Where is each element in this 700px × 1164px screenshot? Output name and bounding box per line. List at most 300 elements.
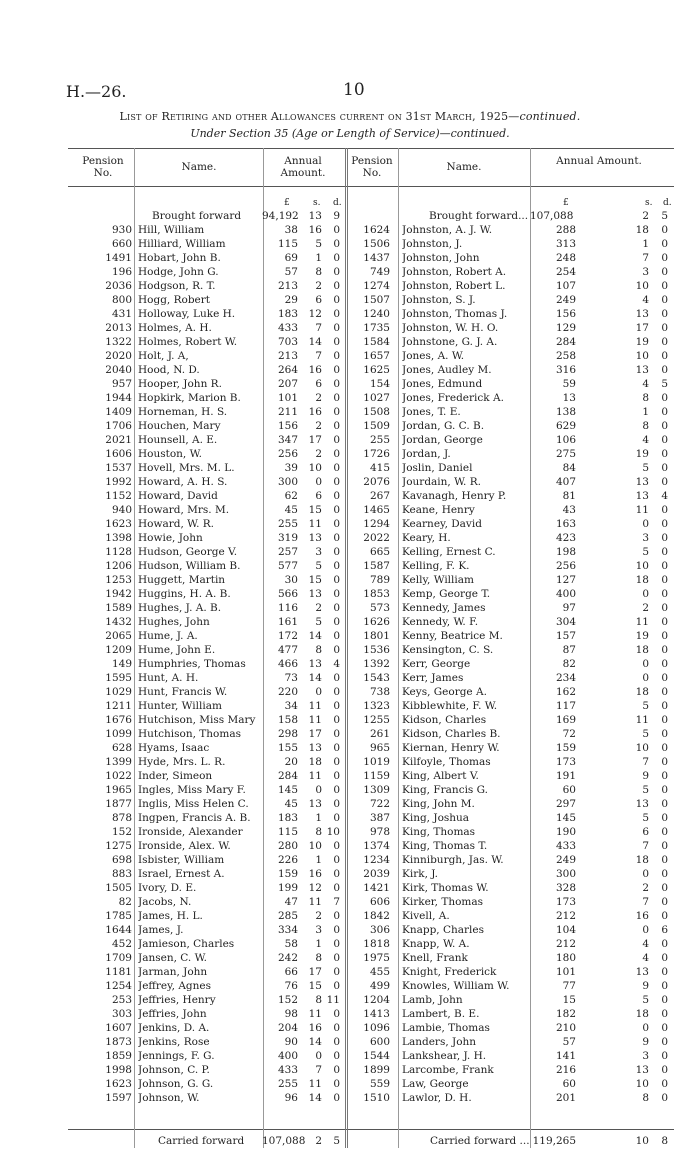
amount-pence: 0 [661, 546, 668, 558]
amount-pence: 0 [333, 434, 340, 446]
table-row [0, 433, 700, 447]
amount-pounds: 15 [562, 994, 576, 1006]
amount-shillings: 8 [315, 952, 322, 964]
amount-shillings: 16 [308, 364, 322, 376]
pensioner-name: Jamieson, Charles [138, 938, 235, 950]
amount-shillings: 2 [315, 1135, 322, 1147]
amount-shillings: 9 [642, 770, 649, 782]
amount-pounds: 107 [555, 280, 576, 292]
pension-number: 800 [111, 294, 132, 306]
pension-number: 1234 [363, 854, 390, 866]
carried-forward-label: Carried forward ... [430, 1135, 530, 1147]
pension-number: 1625 [363, 364, 390, 376]
amount-pence: 0 [661, 868, 668, 880]
amount-pence: 0 [333, 644, 340, 656]
brought-forward-row [0, 209, 700, 223]
amount-pence: 0 [333, 770, 340, 782]
amount-shillings: 15 [308, 574, 322, 586]
title-continued: continued. [519, 110, 581, 123]
amount-shillings: 12 [308, 308, 322, 320]
pensioner-name: Hunt, A. H. [138, 672, 199, 684]
amount-pounds: 90 [284, 1036, 298, 1048]
table-row [0, 923, 700, 937]
table-row [0, 517, 700, 531]
pensioner-name: Johnson, C. P. [138, 1064, 210, 1076]
pension-number: 1096 [363, 1022, 390, 1034]
table-row [0, 475, 700, 489]
pension-number: 2013 [105, 322, 132, 334]
pensioner-name: Holmes, Robert W. [138, 336, 238, 348]
amount-pence: 0 [661, 686, 668, 698]
amount-pounds: 433 [277, 1064, 298, 1076]
pension-number: 1399 [105, 756, 132, 768]
col-header-name: Name. [181, 161, 217, 173]
amount-shillings: 18 [635, 224, 649, 236]
table-row [0, 307, 700, 321]
pension-number: 789 [369, 574, 390, 586]
pensioner-name: Knight, Frederick [402, 966, 497, 978]
pension-number: 1505 [105, 882, 132, 894]
pensioner-name: Jones, T. E. [402, 406, 461, 418]
amount-pence: 0 [333, 602, 340, 614]
pension-number: 573 [369, 602, 390, 614]
amount-pounds: 158 [277, 714, 298, 726]
pension-number: 152 [111, 826, 132, 838]
amount-pounds: 257 [277, 546, 298, 558]
pension-number: 1706 [105, 420, 132, 432]
amount-pence: 0 [661, 294, 668, 306]
amount-shillings: 9 [642, 1036, 649, 1048]
amount-pence: 0 [661, 854, 668, 866]
amount-pence: 0 [661, 238, 668, 250]
amount-shillings: 5 [642, 728, 649, 740]
amount-pounds: 182 [555, 1008, 576, 1020]
pensioner-name: Johnston, W. H. O. [402, 322, 499, 334]
pensioner-name: Kennedy, W. F. [402, 616, 479, 628]
pensioner-name: Hopkirk, Marion B. [138, 392, 241, 404]
amount-pounds: 159 [277, 868, 298, 880]
pension-number: 452 [111, 938, 132, 950]
amount-pounds: 101 [555, 966, 576, 978]
table-row [0, 1077, 700, 1091]
amount-shillings: 0 [642, 658, 649, 670]
table-row [0, 1007, 700, 1021]
amount-pence: 9 [333, 210, 340, 222]
amount-pence: 0 [661, 742, 668, 754]
amount-pounds: 94,192 [262, 210, 299, 222]
pensioner-name: Kerr, James [402, 672, 464, 684]
table-row [0, 979, 700, 993]
amount-shillings: 7 [315, 350, 322, 362]
pensioner-name: Hilliard, William [138, 238, 226, 250]
pensioner-name: Johnston, John [402, 252, 480, 264]
table-row [0, 629, 700, 643]
table-row [0, 559, 700, 573]
pension-number: 1392 [363, 658, 390, 670]
pension-number: 559 [369, 1078, 390, 1090]
pension-number: 1842 [363, 910, 390, 922]
col-header-pension-no: Pension No. [82, 155, 124, 179]
amount-shillings: 0 [642, 868, 649, 880]
amount-pence: 0 [333, 588, 340, 600]
amount-pounds: 242 [277, 952, 298, 964]
pensioner-name: Hooper, John R. [138, 378, 222, 390]
amount-pounds: 82 [562, 658, 576, 670]
amount-shillings: 14 [308, 336, 322, 348]
col-header-pension-no: Pension No. [351, 155, 393, 179]
pension-number: 1624 [363, 224, 390, 236]
pensioner-name: Horneman, H. S. [138, 406, 228, 418]
pension-number: 82 [118, 896, 132, 908]
amount-pounds: 156 [277, 420, 298, 432]
pensioner-name: Inder, Simeon [138, 770, 213, 782]
amount-pence: 4 [661, 490, 668, 502]
pensioner-name: Jansen, C. W. [138, 952, 207, 964]
amount-pounds: 84 [562, 462, 576, 474]
table-row [0, 461, 700, 475]
amount-pounds: 173 [555, 896, 576, 908]
amount-shillings: 2 [315, 392, 322, 404]
amount-pence: 0 [333, 476, 340, 488]
pensioner-name: Kirker, Thomas [402, 896, 484, 908]
pension-number: 1975 [363, 952, 390, 964]
pensioner-name: Kiernan, Henry W. [402, 742, 500, 754]
pension-number: 1998 [105, 1064, 132, 1076]
amount-shillings: 19 [635, 630, 649, 642]
amount-shillings: 13 [635, 364, 649, 376]
amount-pence: 0 [333, 1064, 340, 1076]
amount-shillings: 3 [315, 546, 322, 558]
amount-pence: 0 [333, 742, 340, 754]
amount-shillings: 15 [308, 980, 322, 992]
amount-pounds: 47 [284, 896, 298, 908]
pensioner-name: Lawlor, D. H. [402, 1092, 472, 1104]
amount-pounds: 334 [277, 924, 298, 936]
pensioner-name: Hunt, Francis W. [138, 686, 228, 698]
amount-pounds: 300 [555, 868, 576, 880]
amount-pounds: 163 [555, 518, 576, 530]
pension-number: 1029 [105, 686, 132, 698]
table-row [0, 377, 700, 391]
footer-rule [68, 1129, 674, 1130]
amount-shillings: 0 [315, 476, 322, 488]
pensioner-name: Johnson, G. G. [138, 1078, 214, 1090]
amount-shillings: 18 [635, 574, 649, 586]
pension-number: 415 [369, 462, 390, 474]
amount-shillings: 13 [635, 1064, 649, 1076]
table-row [0, 1049, 700, 1063]
amount-pence: 0 [661, 392, 668, 404]
pensioner-name: Larcombe, Frank [402, 1064, 494, 1076]
pension-number: 2022 [363, 532, 390, 544]
amount-pounds: 577 [277, 560, 298, 572]
amount-pence: 0 [333, 1022, 340, 1034]
table-row [0, 419, 700, 433]
pensioner-name: Huggett, Martin [138, 574, 226, 586]
pensioner-name: Kinniburgh, Jas. W. [402, 854, 504, 866]
table-row [0, 321, 700, 335]
amount-pence: 10 [326, 826, 340, 838]
amount-pence: 0 [661, 826, 668, 838]
pensioner-name: Kirk, Thomas W. [402, 882, 489, 894]
pension-number: 1211 [105, 700, 132, 712]
table-row [0, 867, 700, 881]
amount-shillings: 8 [642, 420, 649, 432]
amount-pounds: 173 [555, 756, 576, 768]
pensioner-name: Inglis, Miss Helen C. [138, 798, 249, 810]
amount-pence: 0 [661, 476, 668, 488]
amount-pence: 11 [326, 994, 340, 1006]
amount-shillings: 13 [635, 490, 649, 502]
table-row [0, 1091, 700, 1105]
amount-pence: 0 [333, 462, 340, 474]
amount-pence: 0 [333, 924, 340, 936]
amount-pence: 0 [333, 812, 340, 824]
amount-pounds: 297 [555, 798, 576, 810]
amount-shillings: 13 [635, 966, 649, 978]
table-row [0, 699, 700, 713]
pensioner-name: Ivory, D. E. [138, 882, 197, 894]
amount-shillings: 11 [308, 700, 322, 712]
amount-pence: 7 [333, 896, 340, 908]
amount-pence: 0 [333, 966, 340, 978]
amount-pence: 0 [333, 616, 340, 628]
amount-pounds: 87 [562, 644, 576, 656]
amount-pence: 0 [333, 840, 340, 852]
pension-number: 1644 [105, 924, 132, 936]
pension-number: 1597 [105, 1092, 132, 1104]
amount-shillings: 6 [315, 378, 322, 390]
pension-number: 261 [369, 728, 390, 740]
amount-pence: 0 [661, 714, 668, 726]
pensioner-name: King, Joshua [402, 812, 470, 824]
amount-shillings: 5 [642, 700, 649, 712]
currency-pound: £ [284, 198, 290, 208]
amount-shillings: 8 [315, 826, 322, 838]
amount-pounds: 117 [555, 700, 576, 712]
pension-number: 965 [369, 742, 390, 754]
currency-pence: d. [663, 198, 672, 208]
amount-pounds: 96 [284, 1092, 298, 1104]
title-main: List of Retiring and other Allowances current on 31st March, [119, 110, 476, 123]
amount-pence: 0 [333, 420, 340, 432]
amount-pence: 0 [661, 518, 668, 530]
amount-shillings: 2 [315, 602, 322, 614]
amount-pence: 0 [661, 266, 668, 278]
pensioner-name: Jeffries, John [138, 1008, 207, 1020]
amount-pence: 0 [333, 546, 340, 558]
amount-pounds: 57 [284, 266, 298, 278]
amount-pence: 0 [333, 364, 340, 376]
pensioner-name: Kearney, David [402, 518, 482, 530]
amount-pence: 0 [661, 910, 668, 922]
pensioner-name: Knapp, Charles [402, 924, 485, 936]
amount-shillings: 5 [315, 238, 322, 250]
amount-pounds: 212 [555, 910, 576, 922]
pension-number: 2076 [363, 476, 390, 488]
pensioner-name: Jennings, F. G. [138, 1050, 215, 1062]
amount-pence: 0 [333, 728, 340, 740]
pension-number: 1209 [105, 644, 132, 656]
amount-pounds: 183 [277, 812, 298, 824]
amount-pounds: 566 [277, 588, 298, 600]
amount-pence: 0 [333, 854, 340, 866]
amount-shillings: 5 [642, 462, 649, 474]
amount-pence: 0 [661, 770, 668, 782]
amount-pence: 0 [661, 448, 668, 460]
amount-shillings: 0 [315, 1050, 322, 1062]
pension-number: 2036 [105, 280, 132, 292]
pension-number: 1657 [363, 350, 390, 362]
amount-shillings: 11 [635, 714, 649, 726]
pension-number: 1398 [105, 532, 132, 544]
pensioner-name: Hume, John E. [138, 644, 216, 656]
amount-pence: 0 [333, 938, 340, 950]
pensioner-name: King, John M. [402, 798, 475, 810]
amount-pounds: 477 [277, 644, 298, 656]
pension-number: 1421 [363, 882, 390, 894]
amount-pence: 0 [661, 812, 668, 824]
pensioner-name: Keary, H. [402, 532, 451, 544]
amount-pounds: 20 [284, 756, 298, 768]
amount-pounds: 69 [284, 252, 298, 264]
amount-shillings: 5 [642, 812, 649, 824]
amount-pence: 0 [333, 630, 340, 642]
amount-pounds: 284 [555, 336, 576, 348]
pensioner-name: Kemp, George T. [402, 588, 491, 600]
amount-pounds: 213 [277, 280, 298, 292]
pension-number: 1873 [105, 1036, 132, 1048]
table-row [0, 643, 700, 657]
amount-shillings: 11 [635, 504, 649, 516]
pensioner-name: Jourdain, W. R. [402, 476, 481, 488]
pensioner-name: Hood, N. D. [138, 364, 200, 376]
amount-pence: 0 [333, 406, 340, 418]
amount-pence: 0 [333, 672, 340, 684]
pension-number: 1536 [363, 644, 390, 656]
amount-shillings: 13 [308, 658, 322, 670]
amount-pounds: 256 [277, 448, 298, 460]
amount-shillings: 14 [308, 630, 322, 642]
pensioner-name: Howard, W. R. [138, 518, 215, 530]
amount-pounds: 104 [555, 924, 576, 936]
pension-number: 1626 [363, 616, 390, 628]
brought-forward-label: Brought forward [152, 210, 242, 222]
amount-shillings: 5 [642, 784, 649, 796]
amount-shillings: 18 [635, 854, 649, 866]
table-row [0, 685, 700, 699]
amount-pounds: 172 [277, 630, 298, 642]
amount-shillings: 2 [315, 420, 322, 432]
amount-pounds: 183 [277, 308, 298, 320]
amount-pence: 0 [661, 588, 668, 600]
amount-pounds: 703 [277, 336, 298, 348]
amount-pounds: 226 [277, 854, 298, 866]
pension-number: 1623 [105, 518, 132, 530]
amount-pounds: 141 [555, 1050, 576, 1062]
pension-number: 1506 [363, 238, 390, 250]
pension-number: 1877 [105, 798, 132, 810]
amount-shillings: 13 [635, 798, 649, 810]
amount-pounds: 119,265 [532, 1135, 576, 1147]
amount-pounds: 256 [555, 560, 576, 572]
pension-number: 1159 [363, 770, 390, 782]
amount-pounds: 204 [277, 1022, 298, 1034]
pensioner-name: Hodgson, R. T. [138, 280, 216, 292]
amount-pounds: 62 [284, 490, 298, 502]
amount-pounds: 98 [284, 1008, 298, 1020]
amount-pounds: 629 [555, 420, 576, 432]
amount-shillings: 0 [642, 924, 649, 936]
pensioner-name: Kidson, Charles [402, 714, 487, 726]
pension-number: 1508 [363, 406, 390, 418]
pension-number: 1294 [363, 518, 390, 530]
pensioner-name: King, Thomas T. [402, 840, 488, 852]
table-row [0, 265, 700, 279]
pensioner-name: Kennedy, James [402, 602, 486, 614]
pension-number: 1859 [105, 1050, 132, 1062]
amount-pounds: 13 [562, 392, 576, 404]
pensioner-name: Kerr, George [402, 658, 471, 670]
pension-number: 1510 [363, 1092, 390, 1104]
amount-shillings: 0 [315, 686, 322, 698]
amount-pence: 0 [661, 308, 668, 320]
amount-shillings: 6 [642, 826, 649, 838]
pension-number: 930 [111, 224, 132, 236]
amount-pounds: 127 [555, 574, 576, 586]
amount-shillings: 16 [308, 868, 322, 880]
amount-shillings: 8 [642, 392, 649, 404]
amount-shillings: 10 [635, 1078, 649, 1090]
amount-pence: 0 [661, 1064, 668, 1076]
amount-pence: 0 [333, 224, 340, 236]
pension-number: 431 [111, 308, 132, 320]
amount-pounds: 249 [555, 294, 576, 306]
pension-number: 1322 [105, 336, 132, 348]
table-row [0, 839, 700, 853]
amount-shillings: 18 [635, 644, 649, 656]
pensioner-name: James, J. [138, 924, 184, 936]
pensioner-name: Ironside, Alex. W. [138, 840, 231, 852]
pension-number: 1543 [363, 672, 390, 684]
amount-shillings: 11 [308, 518, 322, 530]
pensioner-name: Holloway, Luke H. [138, 308, 236, 320]
amount-pence: 0 [661, 784, 668, 796]
table-row [0, 769, 700, 783]
amount-pence: 0 [661, 252, 668, 264]
amount-pounds: 156 [555, 308, 576, 320]
amount-shillings: 2 [642, 602, 649, 614]
amount-pence: 0 [661, 756, 668, 768]
amount-pounds: 466 [277, 658, 298, 670]
pension-number: 196 [111, 266, 132, 278]
amount-pounds: 316 [555, 364, 576, 376]
pensioner-name: Knell, Frank [402, 952, 468, 964]
pension-number: 1507 [363, 294, 390, 306]
pension-number: 455 [369, 966, 390, 978]
table-row [0, 951, 700, 965]
pension-number: 1595 [105, 672, 132, 684]
pension-number: 1509 [363, 420, 390, 432]
amount-pounds: 73 [284, 672, 298, 684]
amount-pounds: 198 [555, 546, 576, 558]
pension-number: 1606 [105, 448, 132, 460]
amount-shillings: 7 [315, 322, 322, 334]
pension-number: 499 [369, 980, 390, 992]
amount-pence: 0 [333, 294, 340, 306]
amount-shillings: 13 [308, 532, 322, 544]
amount-shillings: 3 [315, 924, 322, 936]
